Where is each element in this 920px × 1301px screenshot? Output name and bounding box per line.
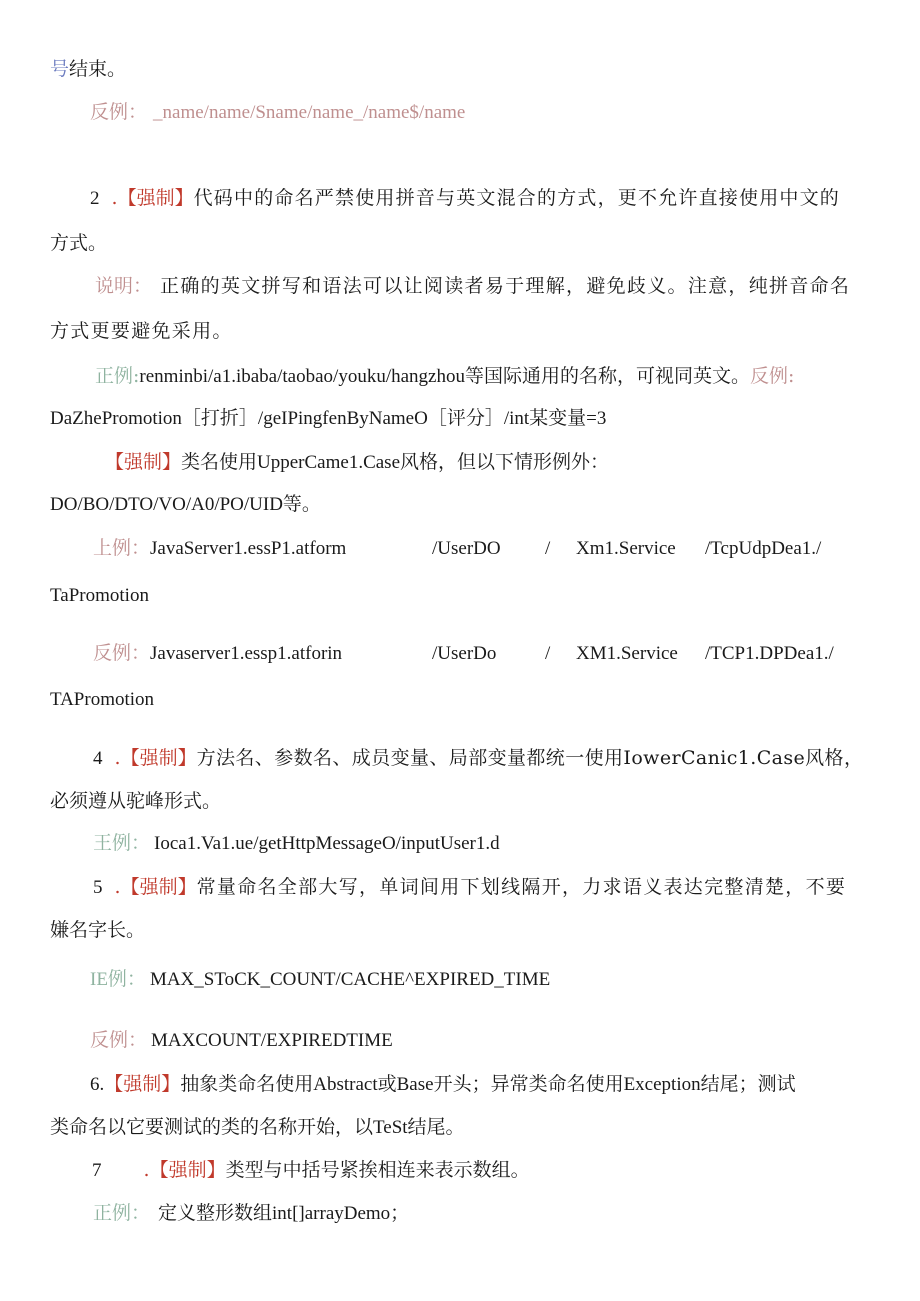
rule-text-cont: 类命名以它要测试的类的名称开始，以TeSt结尾。 [50,1117,465,1138]
counter-example-line-3 [90,1029,393,1053]
rule-2 [90,186,898,211]
example-segment: /UserDO [432,538,501,559]
rule-text: 常量命名全部大写，单词间用下划线隔开，力求语义表达完整清楚，不要 [196,876,847,898]
counter-example-line-2 [93,642,342,666]
rule-text: 方法名、参数名、成员变量、局部变量都统一使用IowerCanic1.Case风格， [196,747,864,769]
rule-text-cont: 方式。 [50,232,108,254]
rule-text: 类型与中括号紧挨相连来表示数组。 [225,1159,530,1181]
text-fragment: 号 [50,58,70,80]
rule-4-cont [50,789,221,813]
counter-example-cont-2: TAPromotion [50,689,155,710]
positive-example-text: renminbi/a1.ibaba/taobao/youku/hangzhou等国际通用的名称，可视同英文。 [139,366,750,387]
upper-example-line [93,537,346,561]
positive-example-line-2 [93,1201,409,1226]
rule-number: 7 [92,1160,102,1181]
rule-6-cont [50,1115,465,1140]
line-end-sentence [50,57,126,81]
note-text-cont: 方式更要避免采用。 [50,320,233,342]
upper-example-cont: TaPromotion [50,585,149,606]
example-text: MAX_SToCK_COUNT/CACHE^EXPIRED_TIME [149,969,551,990]
label-counter-example: 反例： [90,102,148,123]
rule-text: 类名使用UpperCame1.Case风格，但以下情形例外： [181,452,609,473]
rule-tag: 【强制】 [104,1073,181,1095]
rule-dot: . [114,747,121,769]
rule-tag: 【强制】 [120,876,197,898]
counter-example-cont [50,407,606,431]
label-counter-example: 反例： [90,1030,148,1051]
example-text: Ioca1.Va1.ue/getHttpMessageO/inputUser1.d [154,833,500,854]
rule-6 [90,1072,796,1097]
rule-dot: . [114,876,121,898]
rule-tag: 【强制】 [120,747,197,769]
label-upper-example: 上例： [93,538,151,559]
example-segment: /TCP1.DPDea1./ [705,643,834,664]
example-segment: /UserDo [432,643,497,664]
rule-3 [105,450,609,475]
example-segment: Xm1.Service [576,538,676,559]
counter-example-text: DaZhePromotion［打折］/geIPingfenByNameO［评分］/int某变量=3 [50,408,607,429]
king-example-line [93,832,500,856]
note-cont [50,319,233,343]
rule-text-cont: DO/BO/DTO/VO/A0/PO/UID等。 [50,494,321,515]
example-segment: JavaServer1.essP1.atform [150,538,347,559]
example-segment: /TcpUdpDea1./ [705,538,822,559]
rule-5 [93,875,846,900]
rule-number: 2 [90,188,100,209]
text-fragment: 结束。 [69,58,127,80]
example-segment: / [545,643,551,664]
label-positive-example: 正例： [93,1202,151,1224]
rule-number: 4 [93,748,103,769]
ie-example-line [90,968,550,992]
rule-tag: 【强制】 [117,187,194,209]
example-segment: / [545,538,551,559]
label-example: 王例： [93,833,151,854]
rule-number: 5 [93,877,103,898]
label-counter-example: 反例： [93,643,151,664]
rule-tag: 【强制】 [149,1159,226,1181]
label-example: IE例： [90,969,146,990]
example-text: _name/name/Sname/name_/name$/name [153,102,466,123]
rule-5-cont [50,918,145,942]
rule-text-cont: 嫌名字长。 [50,919,146,941]
label-positive-example: 正例: [95,365,140,387]
rule-text: 抽象类命名使用Abstract或Base开头；异常类命名使用Exception结尾；测试 [180,1074,796,1095]
label-note: 说明： [95,275,153,297]
rule-4 [93,746,863,771]
rule-text-cont: 必须遵从驼峰形式。 [50,790,222,812]
example-text: MAXCOUNT/EXPIREDTIME [151,1030,393,1051]
note-text: 正确的英文拼写和语法可以让阅读者易于理解，避免歧义。注意，纯拼音命名 [160,275,851,297]
counter-example-line [90,101,465,125]
note-line [95,274,850,298]
rule-3-cont [50,493,321,517]
rule-tag: 【强制】 [105,451,182,473]
example-text: 定义整形数组int[]arrayDemo； [158,1203,410,1224]
rule-text: 代码中的命名严禁使用拼音与英文混合的方式，更不允许直接使用中文的 [193,187,841,209]
example-segment: Javaserver1.essp1.atforin [150,643,343,664]
label-counter-example: 反例: [749,365,795,387]
rule-number: 6. [90,1074,105,1095]
rule-2-cont [50,231,107,255]
rule-dot: . [111,187,118,209]
rule-7 [92,1158,530,1183]
example-segment: XM1.Service [576,643,678,664]
positive-example-line [95,364,794,389]
rule-dot: . [143,1159,150,1181]
